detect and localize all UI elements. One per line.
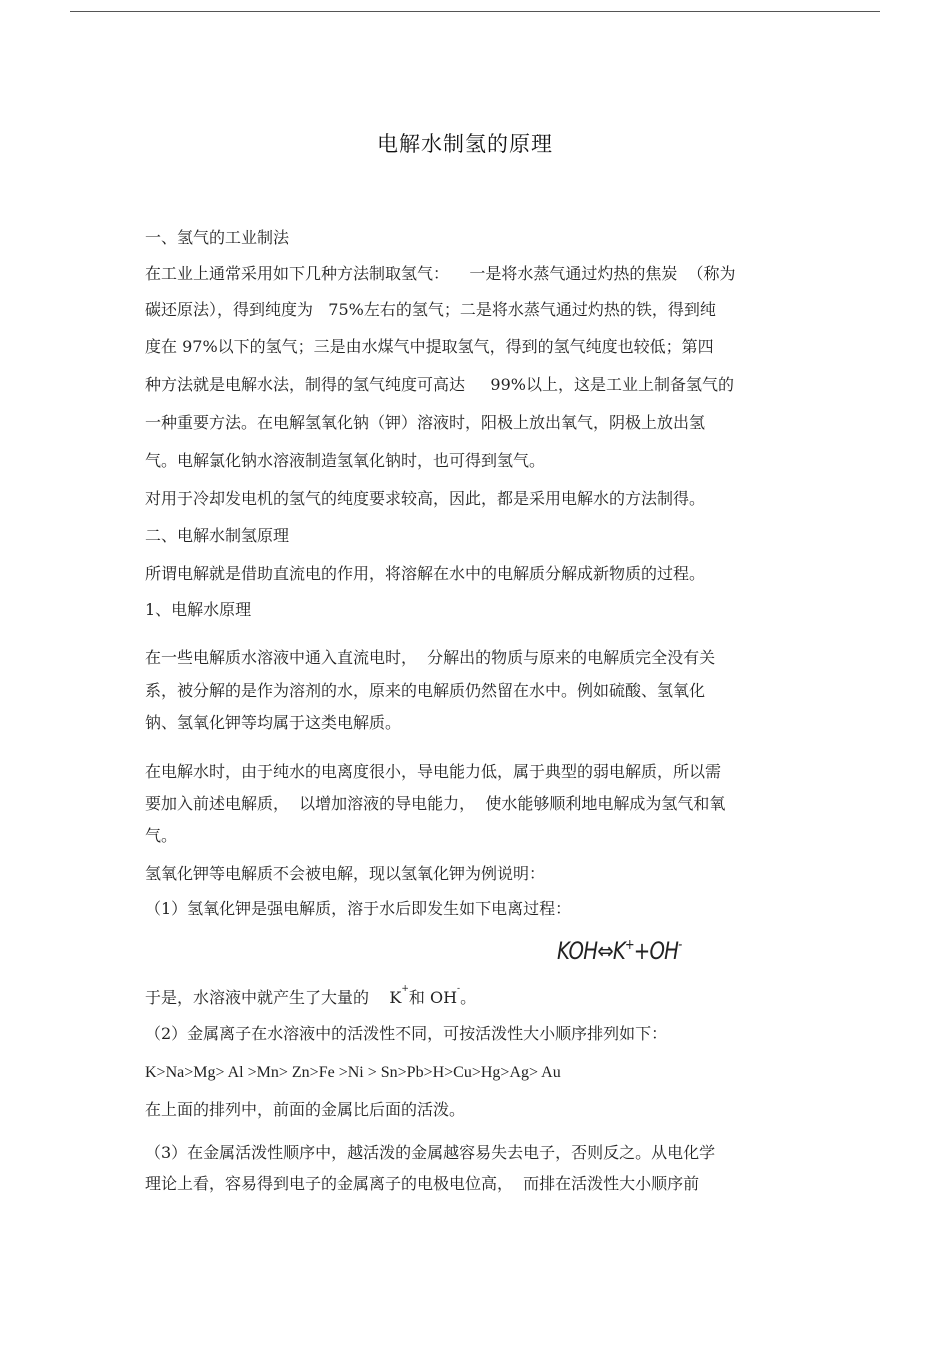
section-heading-2: 二、电解水制氢原理 <box>145 526 290 545</box>
subsection-heading: 1、电解水原理 <box>145 600 252 619</box>
ion-oh-charge: - <box>457 984 461 994</box>
paragraph-line: （1）氢氧化钾是强电解质，溶于水后即发生如下电离过程： <box>145 899 572 918</box>
paragraph-line: 在电解水时，由于纯水的电离度很小，导电能力低，属于典型的弱电解质，所以需 <box>145 762 722 781</box>
formula-k-charge: + <box>624 937 634 953</box>
paragraph-line: 理论上看，容易得到电子的金属离子的电极电位高， 而排在活泼性大小顺序前 <box>145 1174 700 1193</box>
ionization-equation <box>557 937 681 965</box>
formula-plus: + <box>633 937 650 965</box>
document-title: 电解水制氢的原理 <box>377 132 553 156</box>
paragraph-line: 碳还原法），得到纯度为 75%左右的氢气；二是将水蒸气通过灼热的铁，得到纯 <box>145 300 716 319</box>
paragraph-line: 在上面的排列中，前面的金属比后面的活泼。 <box>145 1100 466 1119</box>
ion-k-charge: + <box>401 984 409 994</box>
paragraph-line: 系，被分解的是作为溶剂的水，原来的电解质仍然留在水中。例如硫酸、氢氧化 <box>145 681 706 700</box>
paragraph-line: 气。 <box>145 826 178 845</box>
paragraph-line: 氢氧化钾等电解质不会被电解，现以氢氧化钾为例说明： <box>145 864 546 883</box>
section-heading-1: 一、氢气的工业制法 <box>145 228 290 247</box>
paragraph-line: 在一些电解质水溶液中通入直流电时， 分解出的物质与原来的电解质完全没有关 <box>145 648 716 667</box>
formula-oh-charge: - <box>678 937 682 953</box>
paragraph-line: 在工业上通常采用如下几种方法制取氢气： 一是将水蒸气通过灼热的焦炭 （称为 <box>145 264 736 283</box>
reversible-arrow: ⇔ <box>597 937 613 965</box>
ion-line-suffix: 。 <box>460 988 477 1007</box>
paragraph-line: （2）金属离子在水溶液中的活泼性不同，可按活泼性大小顺序排列如下： <box>145 1024 668 1043</box>
paragraph-line: 钠、氢氧化钾等均属于这类电解质。 <box>145 713 402 732</box>
ion-oh: OH <box>429 988 458 1007</box>
ion-line-prefix: 于是，水溶液中就产生了大量的 <box>145 988 390 1007</box>
paragraph-line: 所谓电解就是借助直流电的作用，将溶解在水中的电解质分解成新物质的过程。 <box>145 564 706 583</box>
paragraph-line: 要加入前述电解质， 以增加溶液的导电能力， 使水能够顺利地电解成为氢气和氧 <box>145 794 726 813</box>
paragraph-line: 对用于冷却发电机的氢气的纯度要求较高，因此，都是采用电解水的方法制得。 <box>145 489 706 508</box>
paragraph-line: 种方法就是电解水法，制得的氢气纯度可高达 99%以上，这是工业上制备氢气的 <box>145 375 734 394</box>
header-rule <box>70 11 880 12</box>
activity-series: K>Na>Mg> Al >Mn> Zn>Fe >Ni > Sn>Pb>H>Cu>Hg>Ag> Au <box>145 1064 561 1081</box>
formula-oh: OH <box>649 937 679 965</box>
formula-lhs: KOH <box>557 937 598 965</box>
ion-k: K <box>389 988 402 1007</box>
paragraph-line: 气。电解氯化钠水溶液制造氢氧化钠时，也可得到氢气。 <box>145 451 546 470</box>
ion-and: 和 <box>408 988 430 1007</box>
paragraph-line: 度在 97%以下的氢气；三是由水煤气中提取氢气，得到的氢气纯度也较低；第四 <box>145 337 714 356</box>
formula-k: K <box>612 937 625 965</box>
paragraph-line: （3）在金属活泼性顺序中，越活泼的金属越容易失去电子，否则反之。从电化学 <box>145 1143 716 1162</box>
paragraph-line: 一种重要方法。在电解氢氧化钠（钾）溶液时，阳极上放出氧气，阴极上放出氢 <box>145 413 706 432</box>
ion-line <box>145 984 477 1011</box>
